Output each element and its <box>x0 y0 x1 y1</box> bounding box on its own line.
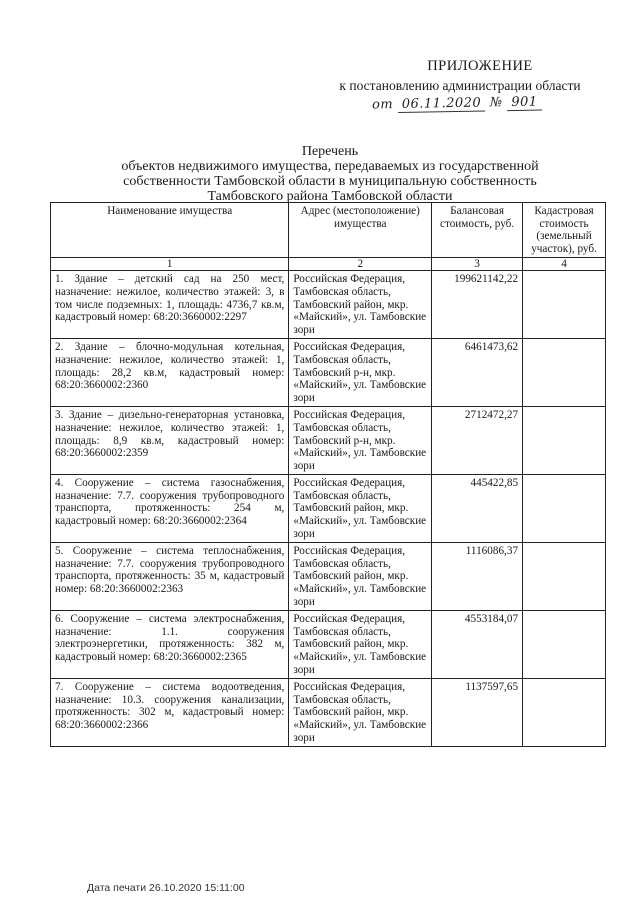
header-name: Наименование имущества <box>51 203 289 258</box>
column-number-row <box>51 258 606 271</box>
table-row <box>51 611 606 679</box>
cell-address: Российская Федерация, Тамбовская область, Тамбовский р-н, мкр. «Майский», ул. Тамбовские зори <box>289 339 432 407</box>
cell-name: 4. Сооружение – система газоснабжения, назначение: 7.7. сооружения трубопроводного транспорта, протяженность: 254 м, кадастровый номер: 68:20:3660002:2364 <box>51 475 289 543</box>
table-row <box>51 679 606 747</box>
table-row <box>51 543 606 611</box>
cell-address: Российская Федерация, Тамбовская область, Тамбовский р-н, мкр. «Майский», ул. Тамбовские зори <box>289 407 432 475</box>
cell-balance: 1116086,37 <box>432 543 523 611</box>
appendix-subtitle: к постановлению администрации области <box>339 78 581 93</box>
cell-cadastral <box>523 339 606 407</box>
cell-address: Российская Федерация, Тамбовская область, Тамбовский район, мкр. «Майский», ул. Тамбовские зори <box>289 679 432 747</box>
title-line-2: объектов недвижимого имущества, передаваемых из государственной <box>121 159 539 174</box>
title-line-1: Перечень <box>301 144 359 159</box>
handwritten-number: 901 <box>507 95 542 112</box>
cell-name: 3. Здание – дизельно-генераторная установка, назначение: нежилое, количество этажей: 1, площадь: 8,9 кв.м, кадастровый номер: 68:20:3660002:2359 <box>51 407 289 475</box>
cell-address: Российская Федерация, Тамбовская область, Тамбовский район, мкр. «Майский», ул. Тамбовские зори <box>289 475 432 543</box>
cell-cadastral <box>523 475 606 543</box>
cell-address: Российская Федерация, Тамбовская область, Тамбовский район, мкр. «Майский», ул. Тамбовские зори <box>289 543 432 611</box>
cell-address: Российская Федерация, Тамбовская область, Тамбовский район, мкр. «Майский», ул. Тамбовские зори <box>289 271 432 339</box>
appendix-header <box>300 58 620 94</box>
col-num: 2 <box>289 258 432 271</box>
appendix-title: ПРИЛОЖЕНИЕ <box>427 58 533 74</box>
cell-name: 2. Здание – блочно-модульная котельная, назначение: нежилое, количество этажей: 1, площадь: 28,2 кв.м, кадастровый номер: 68:20:3660002:2360 <box>51 339 289 407</box>
handwritten-date: 06.11.2020 <box>398 96 486 114</box>
cell-balance: 6461473,62 <box>432 339 523 407</box>
cell-balance: 199621142,22 <box>432 271 523 339</box>
header-balance: Балансовая стоимость, руб. <box>432 203 523 258</box>
print-date: Дата печати 26.10.2020 15:11:00 <box>87 882 245 894</box>
cell-name: 6. Сооружение – система электроснабжения, назначение: 1.1. сооружения электроэнергетики, протяженность: 382 м, кадастровый номер: 68:20:3660002:2365 <box>51 611 289 679</box>
table-row <box>51 475 606 543</box>
cell-name: 1. Здание – детский сад на 250 мест, назначение: нежилое, количество этажей: 3, в том числе подземных: 1, площадь: 4736,7 кв.м, кадастровый номер: 68:20:3660002:2297 <box>51 271 289 339</box>
col-num: 1 <box>51 258 289 271</box>
title-line-4: Тамбовского района Тамбовской области <box>207 189 453 204</box>
cell-cadastral <box>523 271 606 339</box>
handwritten-no: № <box>489 95 503 111</box>
cell-balance: 1137597,65 <box>432 679 523 747</box>
cell-balance: 445422,85 <box>432 475 523 543</box>
header-address: Адрес (местоположение) имущества <box>289 203 432 258</box>
table-header-row <box>51 203 606 258</box>
cell-cadastral <box>523 543 606 611</box>
cell-cadastral <box>523 611 606 679</box>
cell-balance: 4553184,07 <box>432 611 523 679</box>
title-line-3: собственности Тамбовской области в муниципальную собственность <box>123 174 537 189</box>
header-cadastral: Кадастровая стоимость (земельный участок), руб. <box>523 203 606 258</box>
property-table <box>50 202 606 747</box>
cell-name: 7. Сооружение – система водоотведения, назначение: 10.3. сооружения канализации, протяженность: 302 м, кадастровый номер: 68:20:3660002:2366 <box>51 679 289 747</box>
cell-address: Российская Федерация, Тамбовская область, Тамбовский район, мкр. «Майский», ул. Тамбовские зори <box>289 611 432 679</box>
document-title <box>70 144 590 204</box>
cell-cadastral <box>523 679 606 747</box>
handwritten-date-number <box>372 95 542 113</box>
col-num: 3 <box>432 258 523 271</box>
cell-name: 5. Сооружение – система теплоснабжения, назначение: 7.7. сооружения трубопроводного транспорта, протяженность: 35 м, кадастровый номер: 68:20:3660002:2363 <box>51 543 289 611</box>
table-row <box>51 339 606 407</box>
table-row <box>51 271 606 339</box>
col-num: 4 <box>523 258 606 271</box>
cell-balance: 2712472,27 <box>432 407 523 475</box>
table-row <box>51 407 606 475</box>
handwritten-from: от <box>371 97 394 113</box>
cell-cadastral <box>523 407 606 475</box>
